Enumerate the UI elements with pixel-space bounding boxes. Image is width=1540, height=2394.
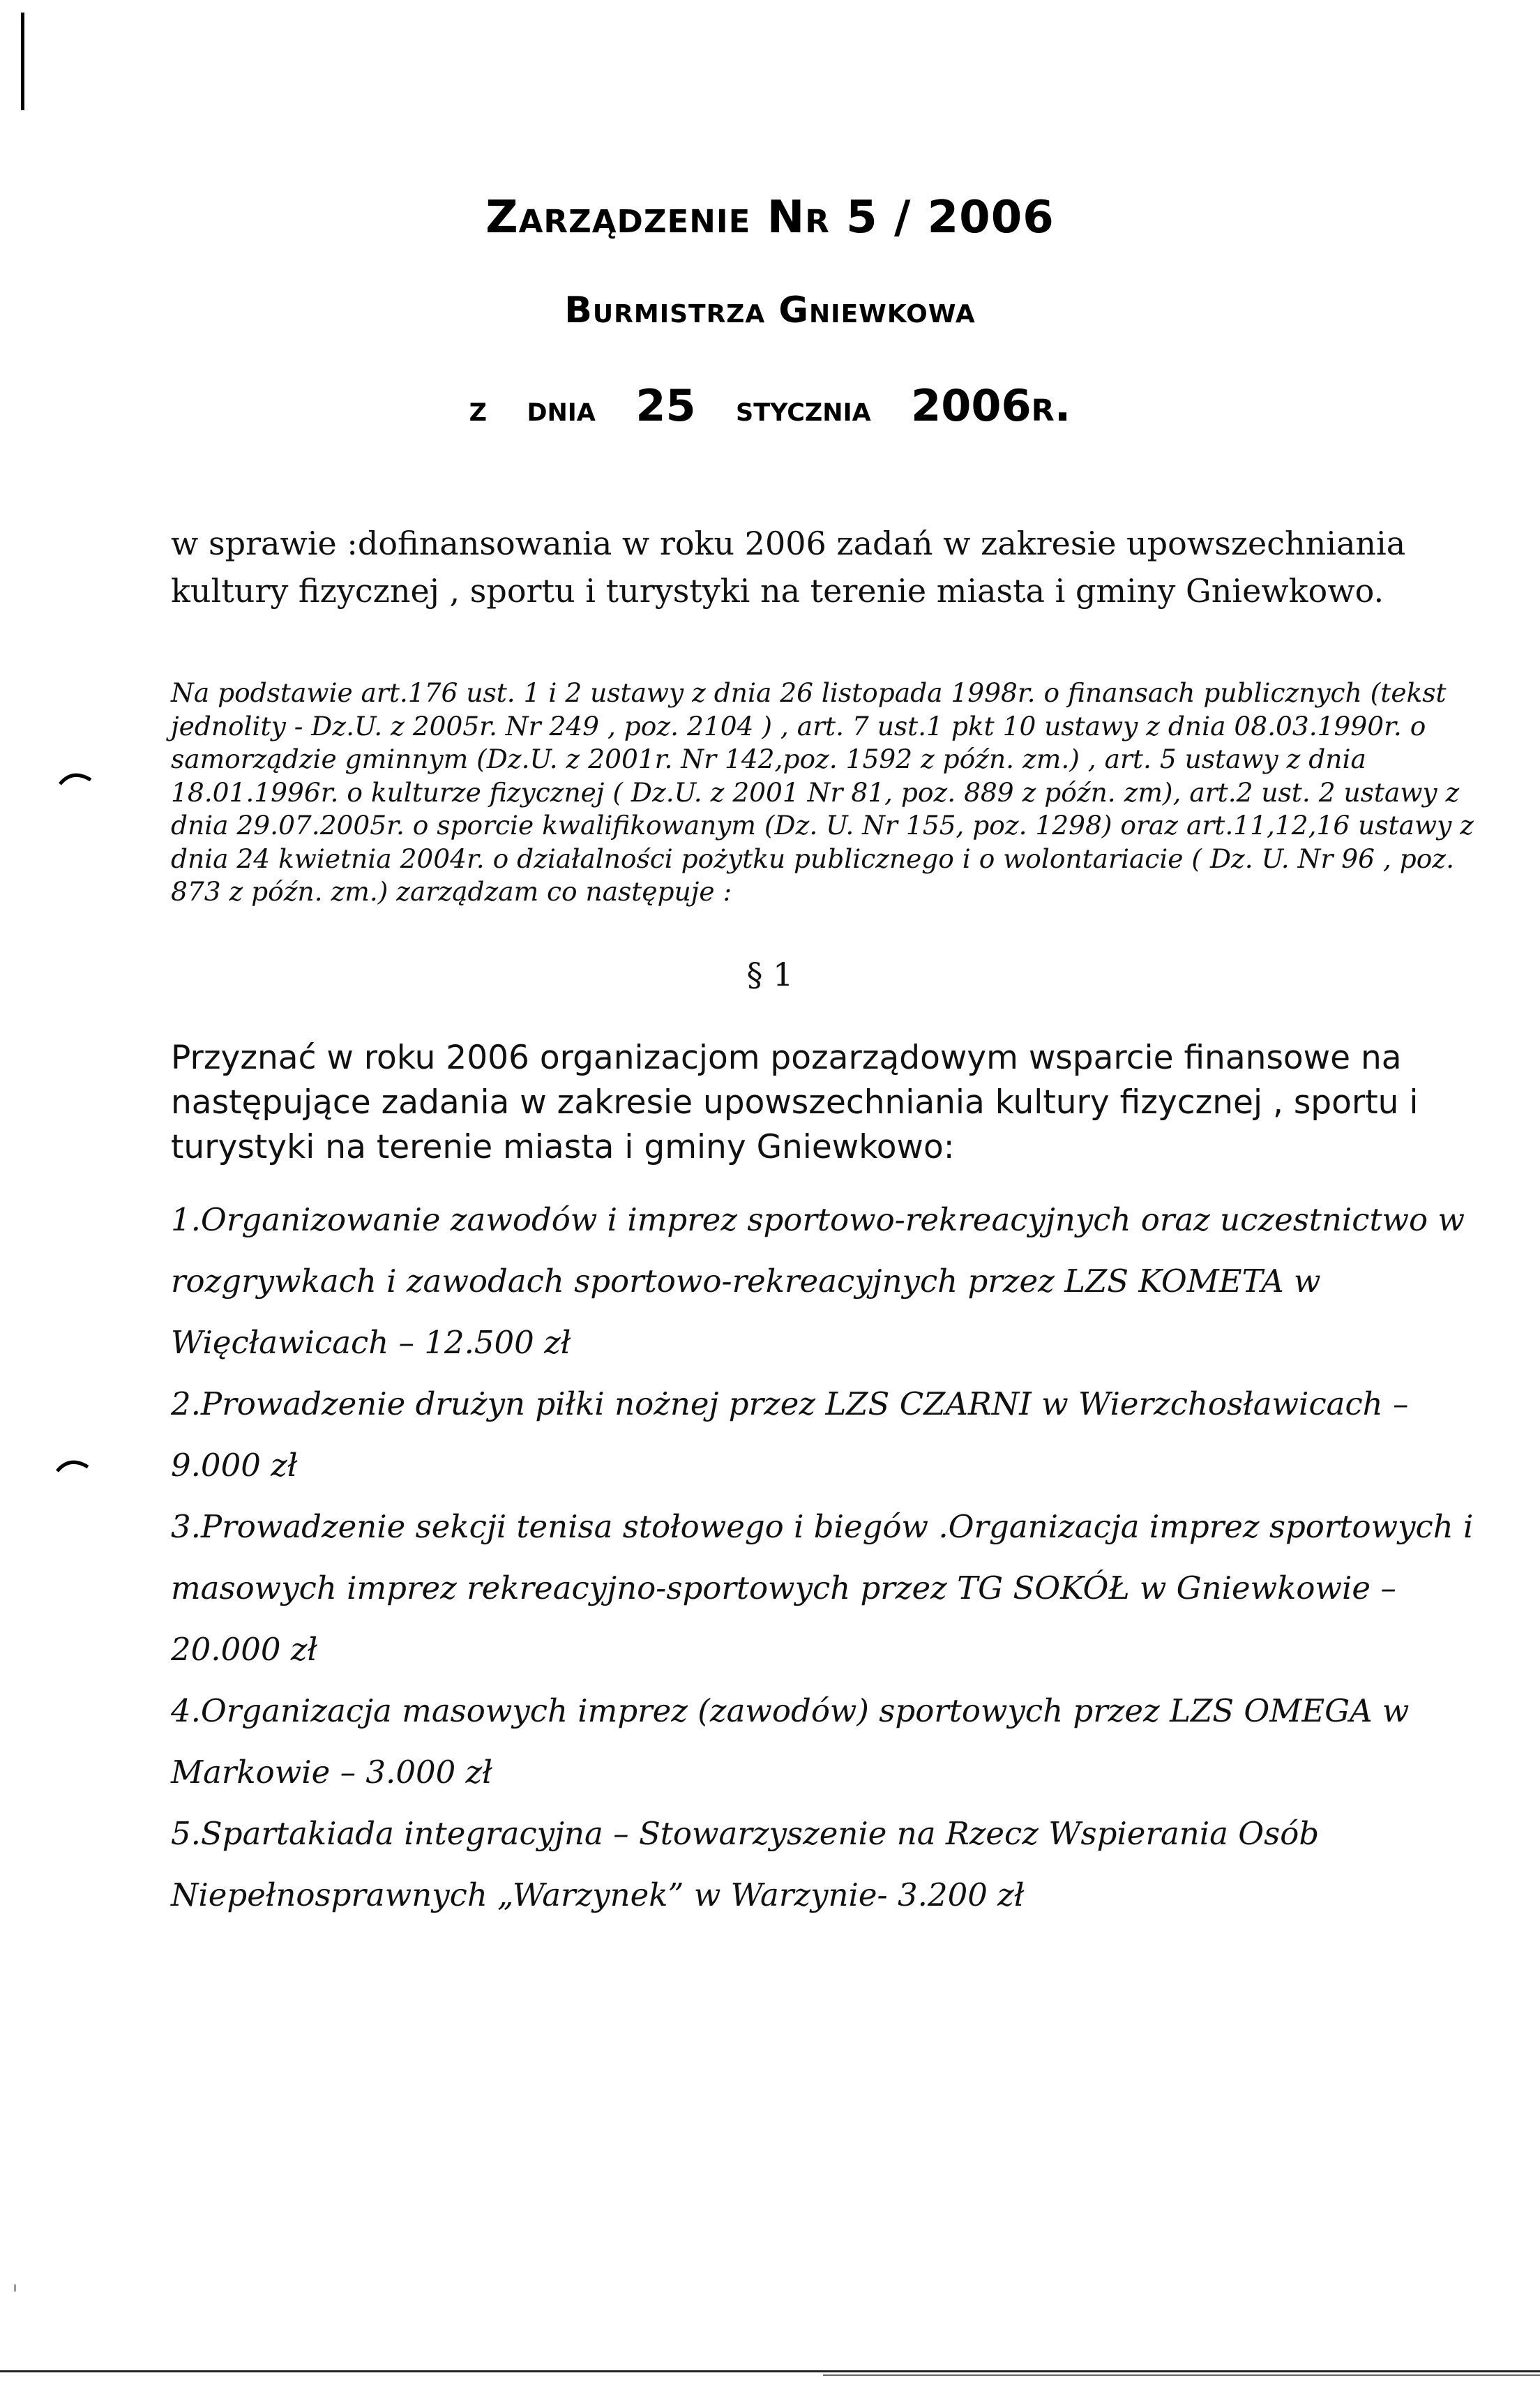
- scan-speck: [14, 2284, 16, 2291]
- date-month: stycznia: [736, 389, 871, 429]
- list-item: 5.Spartakiada integracyjna – Stowarzyszenie na Rzecz Wspierania Osób Niepełnosprawnych „Warzynek” w Warzynie- 3.200 zł: [171, 1815, 1320, 1913]
- bottom-rule: [0, 2370, 1540, 2372]
- list-item: 4.Organizacja masowych imprez (zawodów) sportowych przez LZS OMEGA w Markowie – 3.000 zł: [171, 1692, 1410, 1791]
- legal-basis: Na podstawie art.176 ust. 1 i 2 ustawy z dnia 26 listopada 1998r. o finansach publicznych (tekst jednolity - Dz.U. z 2005r. Nr 249 , poz. 2104 ) , art. 7 ust.1 pkt 10 ustawy z dnia 08.03.1990r. o samorządzie gminnym (Dz.U. z 2001r. Nr 142,poz. 1592 z późn. zm.) , art. 5 ustawy z dnia 18.01.1996r. o kulturze fizycznej ( Dz.U. z 2001 Nr 81, poz. 889 z późn. zm), art.2 ust. 2 ustawy z dnia 29.07.2005r. o sporcie kwalifikowanym (Dz. U. Nr 155, poz. 1298) oraz art.11,12,16 ustawy z dnia 24 kwietnia 2004r. o działalności pożytku publicznego i o wolontariacie ( Dz. U. Nr 96 , poz. 873 z późn. zm.) zarządzam co następuje :: [171, 677, 1474, 907]
- document-issuer: Burmistrza Gniewkowa: [564, 289, 976, 331]
- document-date: [0, 380, 1540, 431]
- list-item: 2.Prowadzenie drużyn piłki nożnej przez LZS CZARNI w Wierzchosławicach – 9.000 zł: [171, 1385, 1409, 1484]
- bottom-rule-secondary: [823, 2374, 1540, 2376]
- document-subject: w sprawie :dofinansowania w roku 2006 zadań w zakresie upowszechniania kultury fizycznej , sportu i turystyki na terenie miasta i gminy Gniewkowo.: [171, 525, 1406, 610]
- task-list: [171, 1189, 1489, 1926]
- section-intro: Przyznać w roku 2006 organizacjom pozarządowym wsparcie finansowe na następujące zadania w zakresie upowszechniania kultury fizycznej , sportu i turystyki na terenie miasta i gminy Gniewkowo:: [171, 1039, 1419, 1166]
- list-item: 1.Organizowanie zawodów i imprez sportowo-rekreacyjnych oraz uczestnictwo w rozgrywkach i zawodach sportowo-rekreacyjnych przez LZS KOMETA w Więcławicach – 12.500 zł: [171, 1201, 1465, 1361]
- scan-edge-mark: [21, 13, 24, 110]
- date-day: 25: [635, 380, 696, 431]
- date-year: 2006r.: [911, 380, 1071, 431]
- caret-mark-icon: [56, 1454, 89, 1473]
- list-item: 3.Prowadzenie sekcji tenisa stołowego i biegów .Organizacja imprez sportowych i masowych imprez rekreacyjno-sportowych przez TG SOKÓŁ w Gniewkowie – 20.000 zł: [171, 1508, 1474, 1668]
- date-prefix: z dnia: [469, 389, 596, 429]
- caret-mark-icon: [59, 767, 92, 785]
- section-symbol: § 1: [746, 956, 794, 993]
- document-title: Zarządzenie Nr 5 / 2006: [485, 192, 1055, 243]
